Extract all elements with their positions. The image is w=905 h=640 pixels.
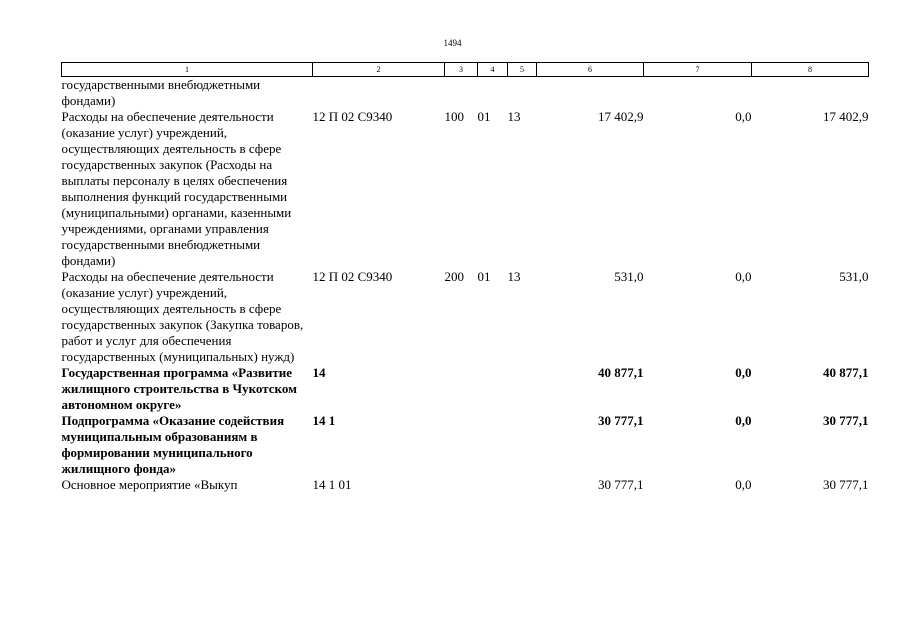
row-name: Основное мероприятие «Выкуп	[61, 477, 238, 492]
row-value-6: 40 877,1	[598, 365, 644, 380]
row-col5	[508, 477, 537, 493]
table-row	[62, 269, 869, 365]
row-name: Подпрограмма «Оказание содействия муниципальным образованиям в формировании муниципального жилищного фонда»	[61, 413, 285, 476]
row-col3: 100	[444, 109, 464, 124]
table-row	[62, 413, 869, 477]
row-value-6: 531,0	[614, 269, 644, 284]
row-col4: 01	[477, 269, 491, 284]
row-col4	[478, 365, 508, 413]
column-number-row	[62, 63, 869, 77]
row-value-8: 531,0	[839, 269, 869, 284]
row-value-6: 17 402,9	[598, 109, 644, 124]
row-col5	[508, 365, 537, 413]
row-code	[313, 77, 445, 110]
row-value-8: 17 402,9	[823, 109, 869, 124]
row-col4	[478, 413, 508, 477]
row-col5	[508, 77, 537, 110]
table-row	[62, 365, 869, 413]
column-header-8: 8	[752, 63, 869, 77]
page-number: 1494	[443, 38, 462, 48]
row-col5	[508, 413, 537, 477]
row-col3	[445, 477, 478, 493]
row-value-6	[537, 77, 644, 110]
column-header-3: 3	[445, 63, 478, 77]
column-header-2: 2	[313, 63, 445, 77]
table-row	[62, 109, 869, 269]
row-code: 12 П 02 С9340	[312, 269, 393, 284]
row-value-6: 30 777,1	[598, 477, 644, 492]
row-value-8: 30 777,1	[823, 477, 869, 492]
row-value-6: 30 777,1	[598, 413, 644, 428]
row-value-7: 0,0	[735, 413, 752, 428]
row-col3	[445, 77, 478, 110]
row-code: 12 П 02 С9340	[312, 109, 393, 124]
row-col4	[478, 77, 508, 110]
column-header-7: 7	[644, 63, 752, 77]
column-header-1: 1	[62, 63, 313, 77]
row-col4: 01	[477, 109, 491, 124]
row-value-8	[752, 77, 869, 110]
row-code: 14 1	[312, 413, 336, 428]
row-name: Государственная программа «Развитие жилищного строительства в Чукотском автономном округе»	[61, 365, 297, 412]
row-code: 14	[312, 365, 326, 380]
row-col4	[478, 477, 508, 493]
row-col5: 13	[507, 269, 521, 284]
row-name: государственными внебюджетными фондами)	[61, 77, 261, 108]
column-header-6: 6	[537, 63, 644, 77]
row-col3	[445, 413, 478, 477]
row-value-7: 0,0	[735, 477, 752, 492]
row-value-8: 30 777,1	[823, 413, 869, 428]
row-code: 14 1 01	[312, 477, 352, 492]
row-value-7: 0,0	[735, 365, 752, 380]
table-row	[62, 77, 869, 110]
table-row	[62, 477, 869, 493]
row-name: Расходы на обеспечение деятельности (оказание услуг) учреждений, осуществляющих деятельность в сфере государственных закупок (Закупка товаров, работ и услуг для обеспечения государственных (муниципальных) нужд)	[61, 269, 304, 364]
column-header-4: 4	[478, 63, 508, 77]
row-value-7: 0,0	[735, 269, 752, 284]
row-value-8: 40 877,1	[823, 365, 869, 380]
row-name: Расходы на обеспечение деятельности (оказание услуг) учреждений, осуществляющих деятельность в сфере государственных закупок (Расходы на выплаты персоналу в целях обеспечения выполнения функций государственными (муниципальными) органами, казенными учреждениями, органами управления государственными внебюджетными фондами)	[61, 109, 292, 268]
budget-table	[61, 62, 869, 493]
row-col3	[445, 365, 478, 413]
row-col5: 13	[507, 109, 521, 124]
column-header-5: 5	[508, 63, 537, 77]
row-value-7	[644, 77, 752, 110]
row-col3: 200	[444, 269, 464, 284]
row-value-7: 0,0	[735, 109, 752, 124]
